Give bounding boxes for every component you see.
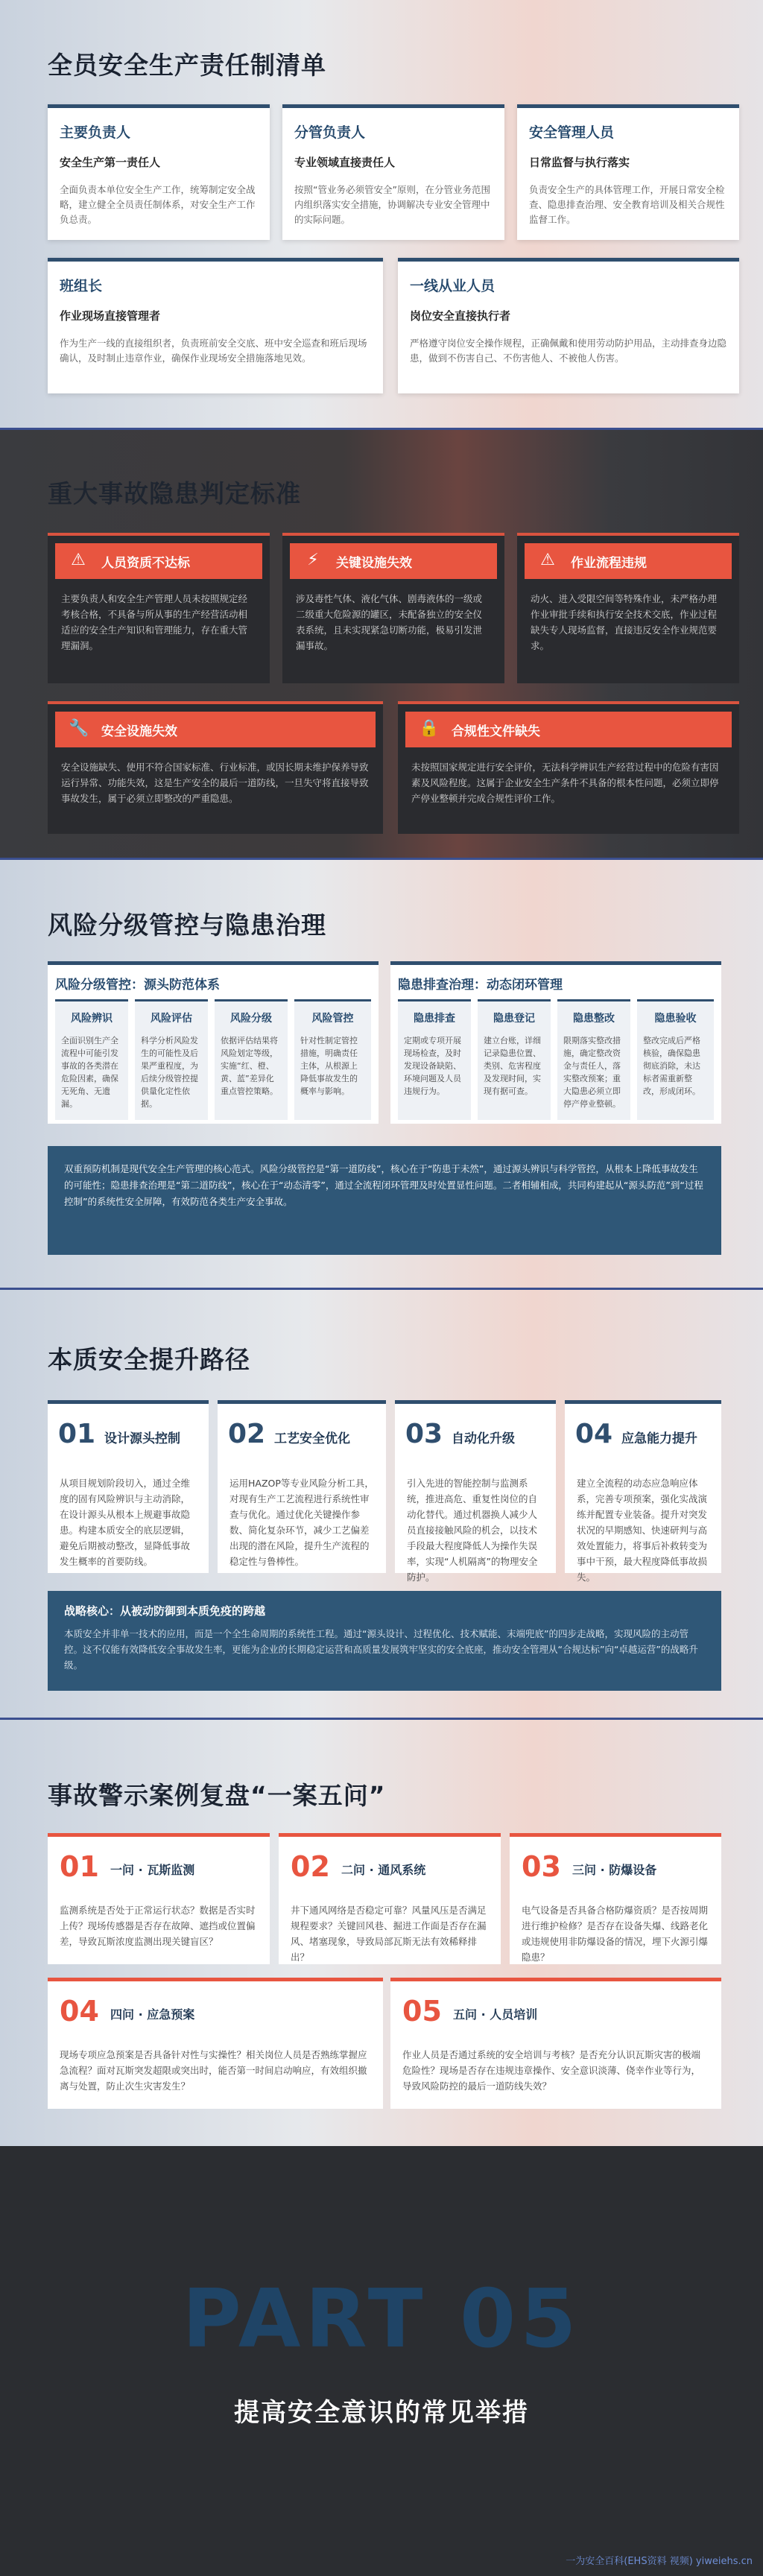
part-subtitle: 提高安全意识的常见举措	[234, 2398, 529, 2428]
warning-icon: ⚠	[540, 551, 555, 569]
step-desc: 限期落实整改措施，确定整改资金与责任人，落实整改预案；重大隐患必须立即停产停业整顿。	[563, 1036, 621, 1109]
case-card-03	[510, 1833, 721, 1964]
step-desc: 整改完成后严格核验，确保隐患彻底消除，未达标者需重新整改，形成闭环。	[643, 1036, 700, 1096]
section-major-hazard	[0, 430, 763, 858]
watermark: 一为安全百科(EHS资料 视频) yiweiehs.cn	[566, 2556, 753, 2567]
hazard-card-qualification	[48, 533, 270, 683]
card-subtitle: 日常监督与执行落实	[529, 156, 630, 169]
card-subtitle: 作业现场直接管理者	[60, 309, 161, 323]
step-title: 设计源头控制	[104, 1431, 180, 1446]
section-intrinsic-safety	[0, 1290, 763, 1718]
step-title: 风险评估	[151, 1013, 192, 1025]
step-title: 风险管控	[311, 1013, 354, 1025]
case-card-05	[390, 1978, 721, 2109]
path-step-03	[395, 1400, 556, 1583]
step-title: 隐患整改	[573, 1013, 615, 1025]
wrench-icon: 🔧	[69, 719, 89, 738]
case-number: 03	[522, 1850, 561, 1883]
section-title: 事故警示案例复盘“一案五问”	[48, 1781, 386, 1810]
section-title: 风险分级管控与隐患治理	[48, 911, 326, 940]
step-desc: 运用HAZOP等专业风险分析工具，对现有生产工艺流程进行系统性审查与优化。通过优化关键操作参数、简化复杂环节，减少工艺偏差出现的潜在风险，提升生产流程的稳定性与鲁棒性。	[229, 1478, 374, 1567]
hazard-card-title: 安全设施失效	[101, 724, 177, 739]
hazard-card-title: 人员资质不达标	[101, 556, 190, 571]
case-title: 四问 · 应急预案	[110, 2007, 195, 2022]
panel-title: 隐患排查治理：动态闭环管理	[398, 978, 563, 993]
case-number: 01	[60, 1850, 99, 1883]
card-title: 安全管理人员	[529, 124, 615, 141]
case-desc: 监测系统是否处于正常运行状态？数据是否实时上传？现场传感器是否存在故障、遮挡或位置偏差，导致瓦斯浓度监测出现关键盲区？	[60, 1905, 256, 1947]
card-main-leader	[48, 104, 270, 240]
panel-risk-grading	[48, 961, 379, 1124]
lock-icon: 🔒	[419, 719, 440, 738]
step-risk-grade	[215, 999, 288, 1120]
card-team-leader	[48, 258, 383, 393]
part-number: PART 05	[182, 2273, 581, 2366]
hazard-card-desc: 主要负责人和安全生产管理人员未按照规定经考核合格，不具备与所从事的生产经营活动相适应的安全生产知识和管理能力，存在重大管理漏洞。	[61, 593, 248, 651]
hazard-card-desc: 涉及毒性气体、液化气体、剧毒液体的一级或二级重大危险源的罐区，未配备独立的安全仪表系统，且未实现紧急切断功能，极易引发泄漏事故。	[296, 593, 483, 651]
card-title: 分管负责人	[294, 124, 366, 141]
step-title: 自动化升级	[452, 1431, 515, 1446]
panel-hazard-governance	[390, 961, 721, 1124]
section-title: 本质安全提升路径	[48, 1345, 250, 1374]
path-step-04	[565, 1400, 721, 1583]
card-title: 班组长	[60, 278, 103, 294]
hazard-card-desc: 未按照国家规定进行安全评价，无法科学辨识生产经营过程中的危险有害因素及风险程度。这属于企业安全生产条件不具备的根本性问题，必须立即停产停业整顿并完成合规性评价工作。	[411, 762, 719, 804]
warning-icon: ⚠	[71, 551, 86, 569]
step-title: 应急能力提升	[621, 1431, 697, 1446]
hazard-card-title: 作业流程违规	[571, 556, 647, 571]
section-part-cover	[0, 2146, 763, 2576]
hazard-card-header	[525, 543, 732, 579]
case-card-01	[48, 1833, 270, 1964]
hazard-card-work-process	[517, 533, 739, 683]
case-title: 二问 · 通风系统	[341, 1863, 426, 1877]
case-desc: 现场专项应急预案是否具备针对性与实操性？相关岗位人员是否熟练掌握应急流程？面对瓦斯突发超限或突出时，能否第一时间启动响应，有效组织撤离与处置，防止次生灾害发生？	[60, 2049, 367, 2092]
card-frontline-worker	[398, 258, 739, 393]
hazard-card-header	[405, 712, 732, 747]
card-title: 一线从业人员	[410, 278, 496, 294]
strategy-core-title: 战略核心：从被动防御到本质免疫的跨越	[64, 1604, 266, 1618]
section-responsibility	[0, 0, 763, 428]
card-title: 主要负责人	[60, 124, 131, 141]
step-desc: 依据评估结果将风险划定等级，实施“红、橙、黄、蓝”差异化重点管控策略。	[221, 1036, 278, 1096]
card-subtitle: 安全生产第一责任人	[60, 156, 161, 169]
case-title: 三问 · 防爆设备	[572, 1863, 657, 1877]
section-risk-control	[0, 860, 763, 1288]
hazard-card-desc: 动火、进入受限空间等特殊作业，未严格办理作业审批手续和执行安全技术交底，作业过程缺失专人现场监督，直接违反安全作业规范要求。	[531, 593, 718, 651]
summary-banner	[48, 1146, 721, 1255]
step-risk-identify	[55, 999, 128, 1120]
case-number: 04	[60, 1995, 99, 2028]
step-hazard-accept	[637, 999, 714, 1120]
step-desc: 定期或专项开展现场检查，及时发现设备缺陷、环境问题及人员违规行为。	[404, 1036, 461, 1096]
lightning-icon: ⚡	[307, 551, 319, 569]
hazard-card-header	[55, 712, 376, 747]
card-desc: 作为生产一线的直接组织者，负责班前安全交底、班中安全巡查和班后现场确认，及时制止违章作业，确保作业现场安全措施落地见效。	[60, 338, 367, 364]
step-title: 隐患验收	[654, 1013, 697, 1025]
step-title: 工艺安全优化	[274, 1431, 350, 1446]
step-desc: 针对性制定管控措施，明确责任主体，从根源上降低事故发生的概率与影响。	[300, 1036, 358, 1096]
case-title: 五问 · 人员培训	[453, 2007, 538, 2022]
step-number: 03	[405, 1419, 443, 1449]
step-title: 风险辨识	[71, 1013, 113, 1025]
card-subtitle: 岗位安全直接执行者	[410, 309, 511, 323]
strategy-core-banner	[48, 1591, 721, 1691]
step-title: 隐患登记	[493, 1013, 535, 1025]
hazard-card-safety-facility	[48, 701, 383, 834]
step-desc: 建立全流程的动态应急响应体系，完善专项预案，强化实战演练并配置专业装备。提升对突发状况的早期感知、快速研判与高效处置能力，将事后补救转变为事中干预，最大程度降低事故损失。	[577, 1478, 708, 1583]
step-desc: 全面识别生产全流程中可能引发事故的各类潜在危险因素，确保无死角、无遗漏。	[61, 1036, 118, 1109]
step-number: 02	[228, 1419, 266, 1449]
step-hazard-register	[478, 999, 551, 1120]
card-desc: 按照“管业务必须管安全”原则，在分管业务范围内组织落实安全措施，协调解决专业安全管理中的实际问题。	[294, 184, 490, 225]
path-step-01	[48, 1400, 209, 1573]
step-risk-assess	[135, 999, 208, 1120]
step-risk-control	[294, 999, 371, 1120]
step-number: 04	[575, 1419, 613, 1449]
case-number: 02	[291, 1850, 330, 1883]
step-number: 01	[58, 1419, 96, 1449]
case-card-02	[279, 1833, 501, 1964]
hazard-card-header	[290, 543, 497, 579]
case-desc: 电气设备是否具备合格防爆资质？是否按周期进行维护检修？是否存在设备失爆、线路老化或违规使用非防爆设备的情况，埋下火源引爆隐患？	[522, 1905, 709, 1963]
panel-title: 风险分级管控：源头防范体系	[55, 978, 220, 993]
hazard-card-desc: 安全设施缺失、使用不符合国家标准、行业标准，或因长期未维护保养导致运行异常、功能失效，这是生产安全的最后一道防线，一旦失守将直接导致事故发生，属于必须立即整改的严重隐患。	[61, 762, 369, 804]
card-deputy-leader	[282, 104, 504, 240]
case-desc: 井下通风网络是否稳定可靠？风量风压是否满足规程要求？关键回风巷、掘进工作面是否存在漏风、堵塞现象，导致局部瓦斯无法有效稀释排出？	[291, 1905, 487, 1963]
path-step-02	[218, 1400, 386, 1573]
step-desc: 引入先进的智能控制与监测系统，推进高危、重复性岗位的自动化替代。通过机器换人减少人员直接接触风险的机会，以技术手段最大程度降低人为操作失误率，实现“人机隔离”的物理安全防护。	[407, 1478, 538, 1583]
card-desc: 全面负责本单位安全生产工作，统筹制定安全战略，建立健全全员责任制体系，对安全生产工作负总责。	[60, 184, 256, 225]
hazard-card-title: 关键设施失效	[336, 556, 412, 571]
section-title: 全员安全生产责任制清单	[48, 51, 326, 80]
hazard-card-key-facility	[282, 533, 504, 683]
step-desc: 建立台账，详细记录隐患位置、类别、危害程度及发现时间，实现有据可查。	[484, 1036, 541, 1096]
section-title: 重大事故隐患判定标准	[48, 479, 301, 508]
case-number: 05	[402, 1995, 442, 2028]
card-desc: 负责安全生产的具体管理工作，开展日常安全检查、隐患排查治理、安全教育培训及相关合规性监督工作。	[529, 184, 725, 225]
strategy-core-desc: 本质安全并非单一技术的应用，而是一个全生命周期的系统性工程。通过“源头设计、过程优化、技术赋能、末端兜底”的四步走战略，实现风险的主动管控。这不仅能有效降低安全事故发生率，更能为企业的长期稳定运营和高质量发展筑牢坚实的安全底座，推动安全管理从“合规达标”向“卓越运营”的战略升级。	[64, 1628, 698, 1671]
step-title: 隐患排查	[414, 1013, 455, 1025]
hazard-card-title: 合规性文件缺失	[452, 724, 540, 739]
hazard-card-header	[55, 543, 262, 579]
step-desc: 科学分析风险发生的可能性及后果严重程度，为后续分级管控提供量化定性依据。	[141, 1036, 198, 1109]
section-accident-cases	[0, 1720, 763, 2146]
case-desc: 作业人员是否通过系统的安全培训与考核？是否充分认识瓦斯灾害的极端危险性？现场是否存在违规违章操作、安全意识淡薄、侥幸作业等行为，导致风险防控的最后一道防线失效？	[402, 2049, 701, 2092]
step-title: 风险分级	[230, 1013, 272, 1025]
hazard-card-compliance	[398, 701, 739, 834]
card-desc: 严格遵守岗位安全操作规程，正确佩戴和使用劳动防护用品，主动排查身边隐患，做到不伤害自己、不伤害他人、不被他人伤害。	[410, 338, 727, 364]
step-desc: 从项目规划阶段切入，通过全维度的固有风险辨识与主动消除，在设计源头从根本上规避事故隐患。构建本质安全的底层逻辑，避免后期被动整改，显降低事故发生概率的首要防线。	[60, 1478, 191, 1567]
step-hazard-rectify	[557, 999, 630, 1120]
card-safety-manager	[517, 104, 739, 240]
summary-text: 双重预防机制是现代安全生产管理的核心范式。风险分级管控是“第一道防线”，核心在于“防患于未然”，通过源头辨识与科学管控，从根本上降低事故发生的可能性；隐患排查治理是“第二道防线”，核心在于“动态清零”，通过全流程闭环管理及时处置显性问题。二者相辅相成，共同构建起从“源头防范”到“过程控制”的系统性安全屏障，有效防范各类生产安全事故。	[64, 1163, 703, 1207]
case-card-04	[48, 1978, 383, 2109]
case-title: 一问 · 瓦斯监测	[110, 1863, 195, 1877]
card-subtitle: 专业领域直接责任人	[294, 156, 396, 169]
step-hazard-check	[398, 999, 471, 1120]
